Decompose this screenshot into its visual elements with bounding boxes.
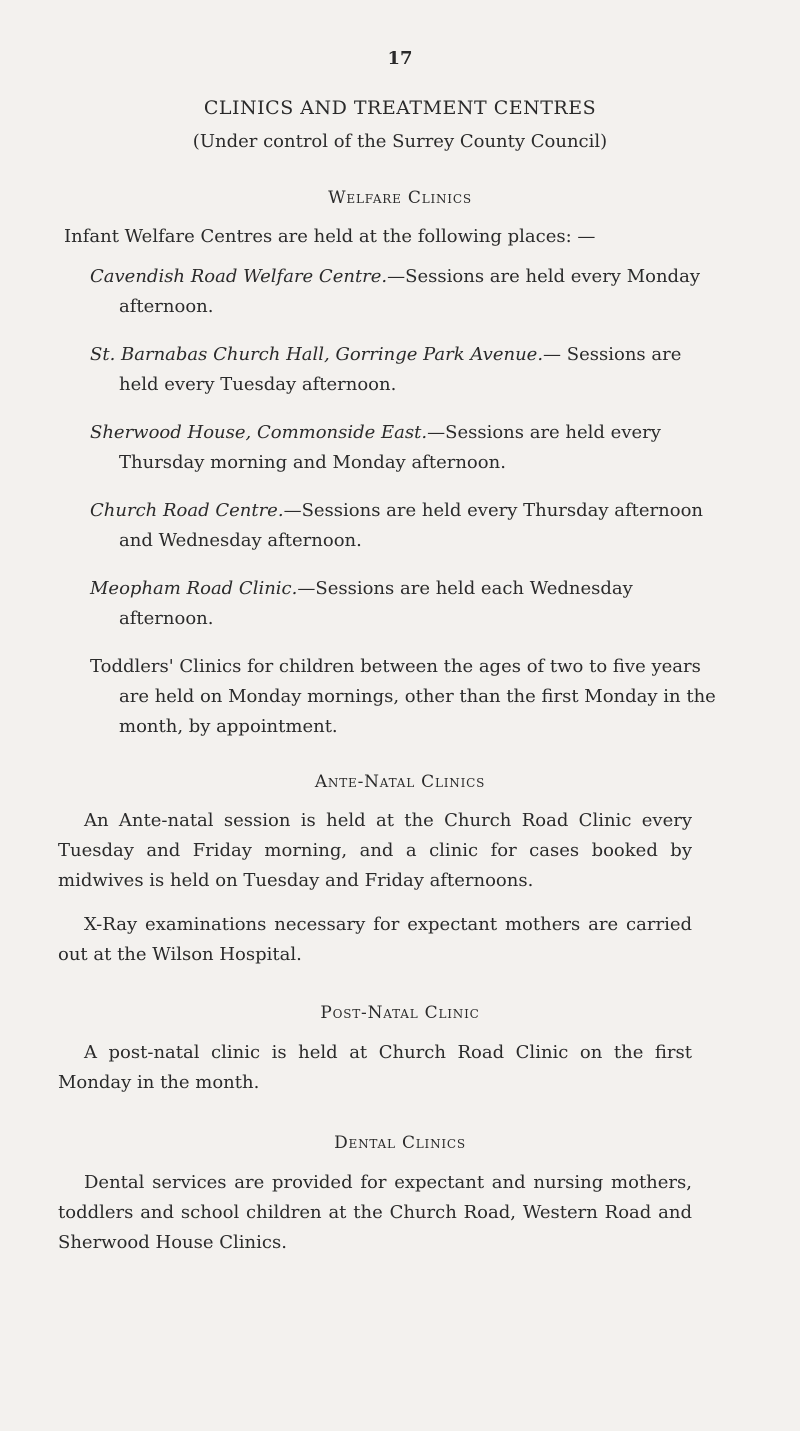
ante-natal-paragraph: An Ante-natal session is held at the Church Road Clinic every Tuesday and Friday morning, and a clinic for cases booked by midwives is held on Tuesday and Friday afternoons. xyxy=(58,810,692,891)
welfare-entry xyxy=(90,340,725,400)
welfare-entry xyxy=(90,496,725,556)
welfare-entry xyxy=(90,262,725,322)
welfare-clinics-heading: Welfare Clinics xyxy=(328,188,472,208)
post-natal-heading: Post-Natal Clinic xyxy=(320,1003,480,1023)
ante-natal-heading: Ante-Natal Clinics xyxy=(314,772,486,792)
welfare-intro: Infant Welfare Centres are held at the following places: — xyxy=(64,226,596,247)
entry-name: Cavendish Road Welfare Centre. xyxy=(90,266,388,287)
entry-text: —Sessions are held every Thursday afternoon and Wednesday afternoon. xyxy=(119,500,704,551)
toddlers-clinics-paragraph: Toddlers' Clinics for children between the ages of two to five years are held on Monday mornings, other than the first Monday in the month, by appointment. xyxy=(90,656,716,737)
entry-name: Meopham Road Clinic. xyxy=(90,578,298,599)
page-number: 17 xyxy=(387,48,413,69)
entry-text: —Sessions are held every Monday afternoon. xyxy=(119,266,700,317)
welfare-entry xyxy=(90,418,725,478)
entry-name: Sherwood House, Commonside East. xyxy=(90,422,428,443)
entry-text: —Sessions are held each Wednesday afternoon. xyxy=(119,578,633,629)
x-ray-paragraph: X-Ray examinations necessary for expectant mothers are carried out at the Wilson Hospital. xyxy=(58,914,692,965)
entry-text: —Sessions are held every Thursday morning and Monday afternoon. xyxy=(119,422,661,473)
dental-paragraph: Dental services are provided for expectant and nursing mothers, toddlers and school children at the Church Road, Western Road and Sherwood House Clinics. xyxy=(58,1172,692,1253)
page-title: CLINICS AND TREATMENT CENTRES xyxy=(203,97,597,119)
welfare-entry xyxy=(90,574,725,634)
entry-name: St. Barnabas Church Hall, Gorringe Park Avenue. xyxy=(90,344,544,365)
entry-name: Church Road Centre. xyxy=(90,500,284,521)
dental-clinics-heading: Dental Clinics xyxy=(334,1133,466,1153)
post-natal-paragraph: A post-natal clinic is held at Church Road Clinic on the first Monday in the month. xyxy=(58,1042,692,1093)
entry-text: — Sessions are held every Tuesday afternoon. xyxy=(119,344,682,395)
page-subtitle: (Under control of the Surrey County Council) xyxy=(192,131,608,152)
